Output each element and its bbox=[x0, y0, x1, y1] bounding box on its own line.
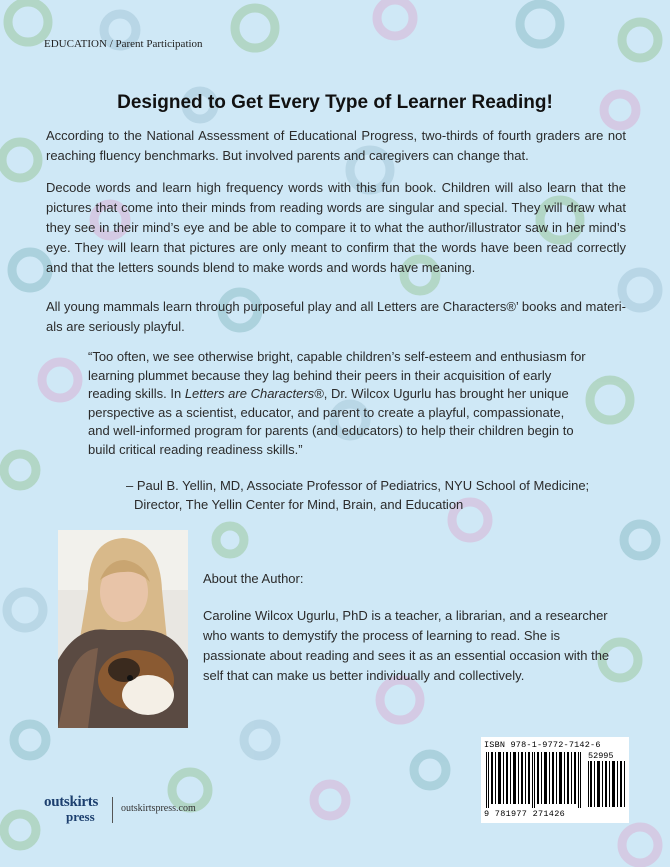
quote-text-part1: “Too often, we see otherwise bright, capable children’s self-esteem and enthusiasm for learning plummet because they lag behind their peers in their acquisition of early reading skills. In bbox=[88, 349, 586, 401]
logo-divider bbox=[112, 797, 113, 823]
paragraph-play: All young mammals learn through purposeful play and all Letters are Characters®’ books and materi-als are seriously playful. bbox=[46, 299, 626, 334]
quote-book-title: Letters are Characters® bbox=[184, 386, 324, 401]
publisher-logo-line2: press bbox=[66, 809, 95, 824]
publisher-logo-line1: outskirts bbox=[44, 794, 98, 810]
isbn-text: ISBN 978-1-9772-7142-6 bbox=[484, 740, 601, 750]
barcode-digits: 9 781977 271426 bbox=[484, 809, 566, 819]
barcode-price-code: 52995 bbox=[588, 751, 614, 761]
endorsement-quote bbox=[88, 348, 588, 459]
author-photo bbox=[58, 530, 188, 728]
paragraph-intro: According to the National Assessment of Educational Progress, two-thirds of fourth graders are not reaching fluency benchmarks. But involved parents and caregivers can change that. bbox=[46, 128, 626, 163]
category-label: EDUCATION / Parent Participation bbox=[44, 38, 203, 50]
paragraph-decode: Decode words and learn high frequency words with this fun book. Children will also learn that the pictures that come into their minds from reading words are singular and special. They will draw what they see in their mind’s eye and be able to compare it to what the author/illustrator saw in her mind’s eye. They will learn that pictures are only meant to confirm that the words have been read correctly and that the letters sounds blend to make words and words have meaning. bbox=[46, 180, 626, 275]
publisher-url: outskirtspress.com bbox=[121, 803, 196, 814]
quote-text-part2: , Dr. Wilcox Ugurlu has brought her unique perspective as a scientist, educator, and parent to create a playful, compassionate, and well-informed program for parents (and educators) to help their children begin to build critical reading readiness skills.” bbox=[88, 386, 574, 457]
barcode-bars bbox=[486, 752, 584, 808]
about-author-heading: About the Author: bbox=[203, 571, 304, 586]
price-barcode-bars bbox=[588, 761, 626, 807]
quote-attribution bbox=[126, 476, 596, 514]
author-bio: Caroline Wilcox Ugurlu, PhD is a teacher, a librarian, and a researcher who wants to demystify the process of learning to read. She is passionate about reading and sees it as an essential occasion with the self that can make us better individually and collectively. bbox=[203, 608, 610, 683]
attribution-line-2: Director, The Yellin Center for Mind, Brain, and Education bbox=[134, 497, 464, 512]
attribution-line-1: – Paul B. Yellin, MD, Associate Professor of Pediatrics, NYU School of Medicine; bbox=[126, 478, 590, 493]
headline: Designed to Get Every Type of Learner Reading! bbox=[117, 92, 553, 113]
